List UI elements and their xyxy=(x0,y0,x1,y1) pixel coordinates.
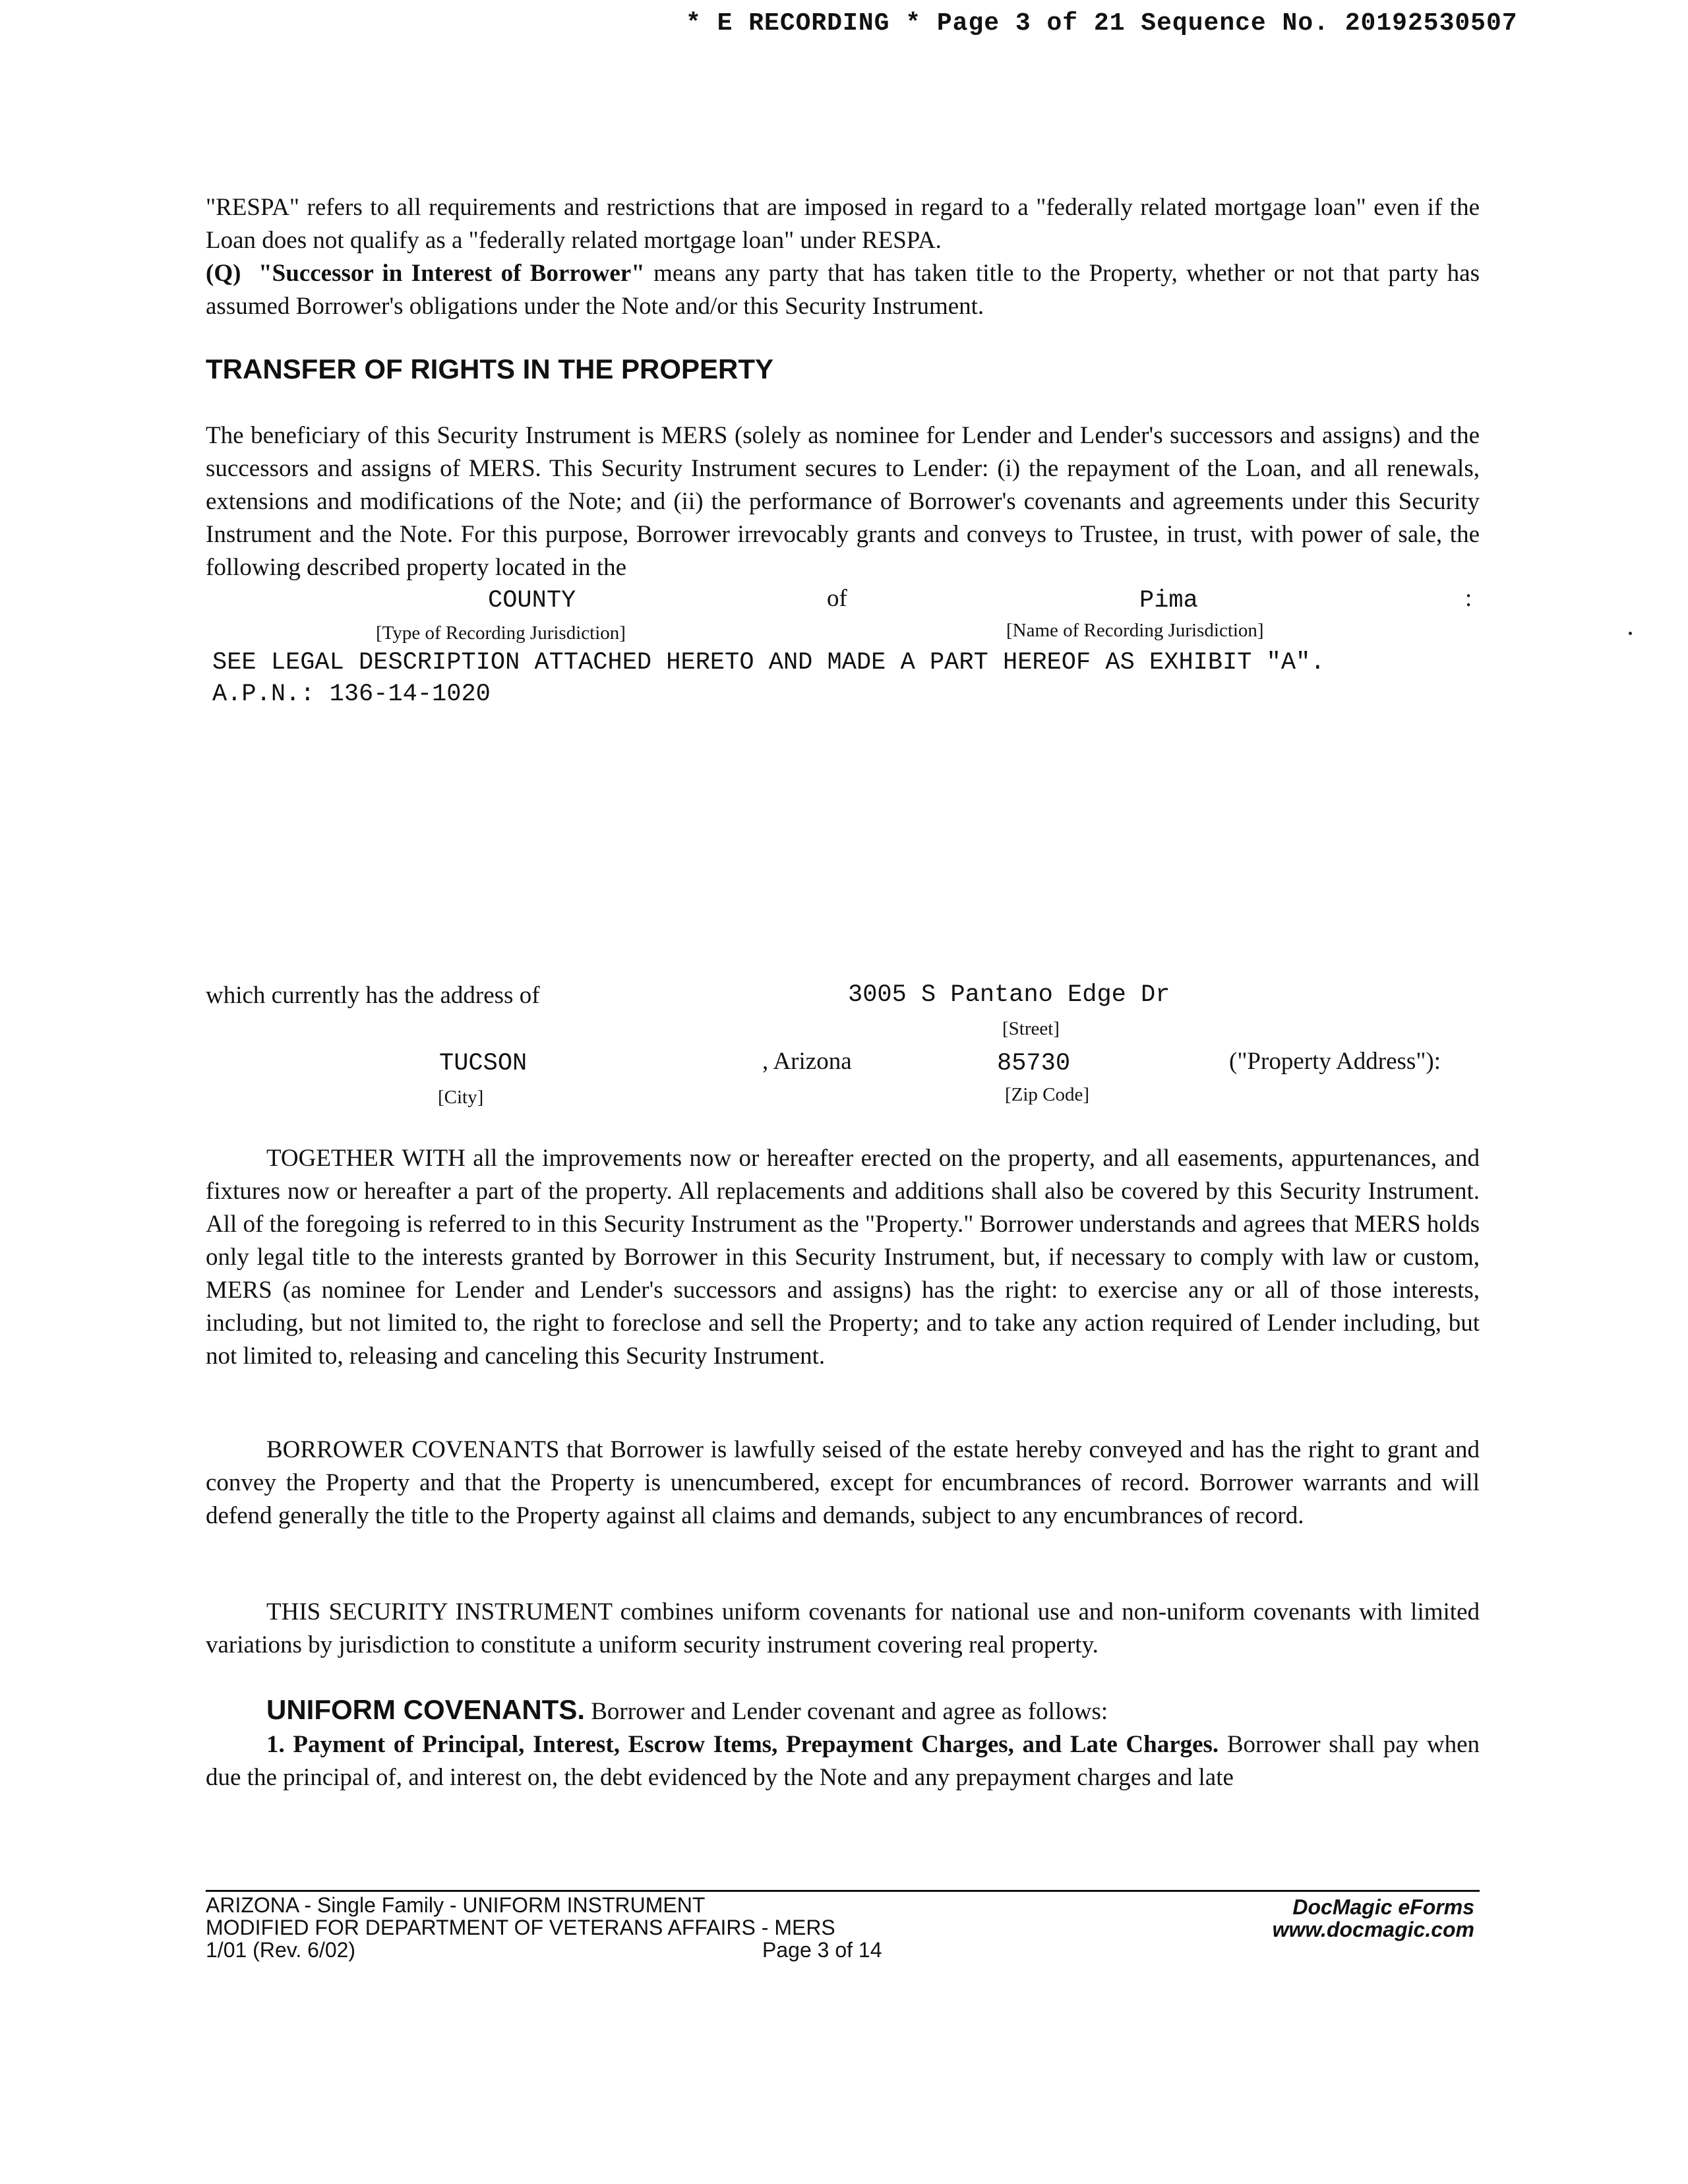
city-caption: [City] xyxy=(438,1087,484,1108)
covenants-paragraph: BORROWER COVENANTS that Borrower is lawfully seised of the estate hereby conveyed and has the right to grant and convey the Property and that the Property is unencumbered, except for encumbrances of record. Borrower warrants and will defend generally the title to the Property against all claims and demands, subject to any encumbrances of record. xyxy=(206,1436,1480,1529)
of-word: of xyxy=(827,585,847,612)
uniform-heading-text: Borrower and Lender covenant and agree as follows: xyxy=(585,1698,1108,1725)
jurisdiction-name: Pima xyxy=(1139,587,1198,615)
zip-caption: [Zip Code] xyxy=(1005,1084,1090,1105)
legal-description: SEE LEGAL DESCRIPTION ATTACHED HERETO AND MADE A PART HEREOF AS EXHIBIT "A". xyxy=(212,649,1325,677)
item-1-text: Borrower shall pay when due the principal of, and interest on, the debt evidenced by the Note and any prepayment charges and late xyxy=(206,1731,1480,1791)
scan-speck xyxy=(1629,632,1632,635)
uniform-heading-line xyxy=(206,1693,1480,1728)
docmagic-website: www.docmagic.com xyxy=(1272,1918,1474,1941)
name-caption: [Name of Recording Jurisdiction] xyxy=(1006,620,1264,641)
transfer-paragraph: The beneficiary of this Security Instrument is MERS (solely as nominee for Lender and Lender's successors and assigns) and the successors and assigns of MERS. This Security Instrument secures to Lender: (i) the repayment of the Loan, and all renewals, extensions and modifications of the Note; and (ii) the performance of Borrower's covenants and agreements under this Security Instrument and the Note. For this purpose, Borrower irrevocably grants and conveys to Trustee, in trust, with power of sale, the following described property located in the xyxy=(206,422,1480,581)
security-section xyxy=(206,1596,1480,1662)
uniform-heading: UNIFORM COVENANTS. xyxy=(266,1694,585,1725)
footer-form-subtitle: MODIFIED FOR DEPARTMENT OF VETERANS AFFAIRS - MERS xyxy=(206,1916,835,1939)
footer-page-number: Page 3 of 14 xyxy=(762,1938,882,1962)
successor-definition xyxy=(206,257,1480,323)
security-paragraph: THIS SECURITY INSTRUMENT combines uniform covenants for national use and non-uniform covenants with limited variations by jurisdiction to constitute a uniform security instrument covering real property. xyxy=(206,1598,1480,1658)
recording-stamp: * E RECORDING * Page 3 of 21 Sequence No. 20192530507 xyxy=(686,9,1518,38)
docmagic-brand: DocMagic eForms xyxy=(1292,1895,1474,1919)
footer-form-title: ARIZONA - Single Family - UNIFORM INSTRUMENT xyxy=(206,1893,706,1917)
uniform-section xyxy=(206,1693,1480,1794)
city-value: TUCSON xyxy=(439,1050,528,1077)
transfer-section xyxy=(206,419,1480,584)
footer-rule xyxy=(206,1890,1480,1892)
state-value: , Arizona xyxy=(762,1048,852,1075)
q-term: "Successor in Interest of Borrower" xyxy=(258,260,645,287)
jurisdiction-type: COUNTY xyxy=(488,587,576,615)
intro-section xyxy=(206,191,1480,323)
address-lead: which currently has the address of xyxy=(206,982,540,1009)
covenants-section xyxy=(206,1434,1480,1532)
footer-revision: 1/01 (Rev. 6/02) xyxy=(206,1938,356,1962)
type-caption: [Type of Recording Jurisdiction] xyxy=(376,622,626,644)
street-value: 3005 S Pantano Edge Dr xyxy=(848,981,1170,1009)
together-section xyxy=(206,1142,1480,1373)
apn-line: A.P.N.: 136-14-1020 xyxy=(212,681,491,708)
q-label: (Q) xyxy=(206,260,241,287)
transfer-heading: TRANSFER OF RIGHTS IN THE PROPERTY xyxy=(206,353,774,384)
item-1-title: 1. Payment of Principal, Interest, Escrow Items, Prepayment Charges, and Late Charges. xyxy=(266,1731,1219,1758)
jurisdiction-colon: : xyxy=(1465,585,1472,612)
q-text: means any party that has taken title to the Property, whether or not that party has assumed Borrower's obligations under the Note and/or this Security Instrument. xyxy=(206,260,1480,320)
street-caption: [Street] xyxy=(1002,1018,1060,1039)
together-paragraph: TOGETHER WITH all the improvements now or hereafter erected on the property, and all easements, appurtenances, and fixtures now or hereafter a part of the property. All replacements and additions shall also be covered by this Security Instrument. All of the foregoing is referred to in this Security Instrument as the "Property." Borrower understands and agrees that MERS holds only legal title to the interests granted by Borrower in this Security Instrument, but, if necessary to comply with law or custom, MERS (as nominee for Lender and Lender's successors and assigns) has the right: to exercise any or all of those interests, including, but not limited to, the right to foreclose and sell the Property; and to take any action required of Lender including, but not limited to, releasing and canceling this Security Instrument. xyxy=(206,1145,1480,1370)
property-address-label: ("Property Address"): xyxy=(1229,1048,1441,1075)
respa-paragraph: "RESPA" refers to all requirements and restrictions that are imposed in regard to a "federally related mortgage loan" even if the Loan does not qualify as a "federally related mortgage loan" under RESPA. xyxy=(206,194,1480,254)
item-1-paragraph xyxy=(206,1728,1480,1794)
zip-value: 85730 xyxy=(997,1050,1071,1077)
